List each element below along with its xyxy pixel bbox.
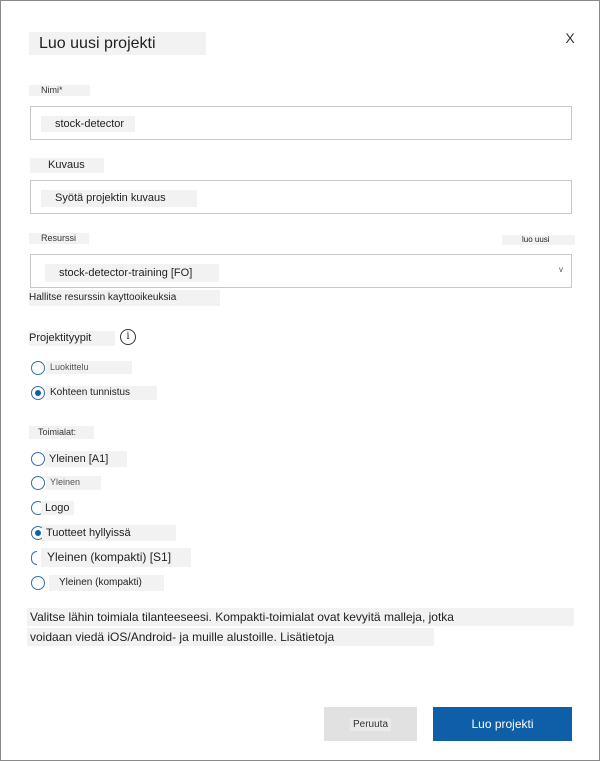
resource-label: Resurssi (29, 233, 89, 244)
description-field[interactable] (30, 180, 572, 214)
manage-permissions-link[interactable]: Hallitse resurssin kayttooikeuksia (29, 290, 220, 306)
option-general-compact-s1-label: Yleinen (kompakti) [S1] (41, 548, 191, 567)
option-logo-label: Logo (41, 501, 74, 515)
radio-general-compact-s1[interactable] (31, 551, 37, 565)
radio-general[interactable] (31, 476, 45, 490)
cancel-button-label: Peruuta (350, 718, 391, 731)
radio-object-detection[interactable] (31, 386, 45, 400)
option-products-on-shelves-label: Tuotteet hyllyissä (42, 525, 176, 541)
name-field[interactable] (30, 106, 572, 140)
radio-general-a1[interactable] (31, 452, 45, 466)
option-general-compact-label: Yleinen (kompakti) (49, 575, 164, 591)
chevron-down-icon[interactable]: v (559, 265, 563, 274)
option-object-detection-label: Kohteen tunnistus (46, 386, 157, 400)
cancel-button[interactable] (324, 707, 417, 741)
description-label: Kuvaus (30, 158, 104, 173)
info-icon[interactable]: i (120, 329, 136, 345)
name-label: Nimi* (29, 85, 90, 96)
resource-selected-value: stock-detector-training [FO] (45, 264, 219, 282)
create-new-resource-link[interactable]: luo uusi (502, 235, 575, 245)
option-classification-label: Luokittelu (46, 361, 132, 374)
domains-label: Toimialat: (29, 426, 94, 439)
option-general-a1-label: Yleinen [A1] (45, 451, 127, 467)
description-placeholder: Syötä projektin kuvaus (41, 190, 197, 207)
resource-select[interactable] (30, 254, 572, 288)
dialog-title: Luo uusi projekti (29, 32, 206, 55)
domain-help-line-1: Valitse lähin toimiala tilanteeseesi. Kompakti-toimialat ovat kevyitä malleja, jotka (27, 608, 574, 626)
domain-help-line-2[interactable]: voidaan viedä iOS/Android- ja muille alustoille. Lisätietoja (27, 628, 434, 646)
close-icon[interactable]: X (565, 30, 575, 46)
radio-classification[interactable] (31, 361, 45, 375)
create-project-button[interactable]: Luo projekti (433, 707, 572, 741)
project-types-label: Projektityypit (29, 331, 115, 346)
name-value: stock-detector (41, 116, 135, 132)
option-general-label: Yleinen (46, 476, 101, 490)
radio-general-compact[interactable] (31, 576, 45, 590)
